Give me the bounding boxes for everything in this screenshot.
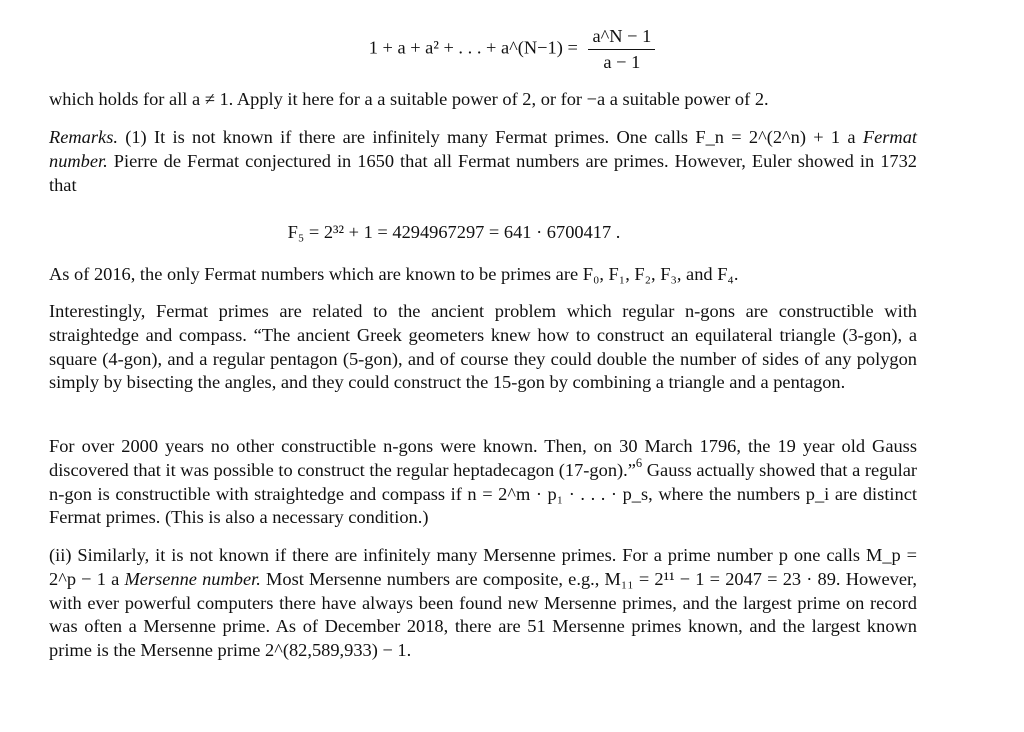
mersenne-rest: Most Mersenne numbers are composite, e.g., M₁₁ = 2¹¹ − 1 = 2047 = 23 · 89. However, with ever powerful computers there have always been found new Mersenne primes, and the largest prime on record was often a Mersenne prime. As of December 2018, there are 51 Mersenne primes known, and the largest known prime is the Mersenne prime 2^(82,589,933) − 1.: [49, 568, 917, 661]
paragraph-constructible: Interestingly, Fermat primes are related to the ancient problem which regular n-gons are constructible with straightedge and compass. “The ancient Greek geometers knew how to construct an equilateral triangle (3-gon), a square (4-gon), and a regular pentagon (5-gon), and of course they could double the number of sides of any polygon simply by bisecting the angles, and they could construct the 15-gon by combining a triangle and a pentagon.: [49, 301, 917, 393]
gauss-rest: Gauss actually showed that a regular n-gon is constructible with straightedge and compass if n = 2^m · p₁ · . . . · p_s, where the numbers p_i are distinct Fermat primes. (This is also a necessary condition.): [49, 459, 917, 528]
geometric-series-fraction: [588, 26, 655, 73]
mersenne-number-term: Mersenne number.: [124, 568, 261, 589]
paragraph-known-fermat-primes: As of 2016, the only Fermat numbers which are known to be primes are F₀, F₁, F₂, F₃, and F₄.: [49, 264, 739, 284]
gauss-text: For over 2000 years no other constructible n-gons were known. Then, on 30 March 1796, the 19 year old Gauss discovered that it was possible to construct the regular heptadecagon (17-gon).”: [49, 436, 917, 480]
paragraph-remarks: [49, 126, 917, 197]
paragraph-mersenne: [49, 544, 917, 663]
paragraph-gauss: [49, 435, 917, 530]
fraction-denominator: a − 1: [603, 52, 641, 72]
fermat-definition: F_n = 2^(2^n) + 1: [695, 127, 841, 147]
fermat-number-term: Fermat number.: [49, 127, 917, 171]
euler-equation: F₅ = 2³² + 1 = 4294967297 = 641 · 6700417 .: [287, 222, 621, 242]
remarks-a-word: a: [847, 127, 856, 147]
mersenne-a-word: a: [111, 568, 120, 589]
geometric-series-equation: [0, 26, 1024, 73]
remarks-rest: Pierre de Fermat conjectured in 1650 that all Fermat numbers are primes. However, Euler showed in 1732 that: [49, 150, 917, 195]
remarks-label: Remarks.: [49, 127, 118, 147]
remarks-intro: (1) It is not known if there are infinitely many Fermat primes. One calls: [125, 127, 689, 147]
footnote-marker: 6: [635, 456, 643, 471]
fraction-numerator: a^N − 1: [588, 26, 655, 50]
mersenne-intro: (ii) Similarly, it is not known if there are infinitely many Mersenne primes. For a prime number p one calls: [49, 545, 861, 565]
mersenne-definition: M_p = 2^p − 1: [49, 545, 918, 589]
geometric-series-lhs: 1 + a + a² + . . . + a^(N−1) =: [368, 37, 578, 58]
paragraph-hint: which holds for all a ≠ 1. Apply it here for a a suitable power of 2, or for −a a suitable power of 2.: [49, 89, 769, 109]
